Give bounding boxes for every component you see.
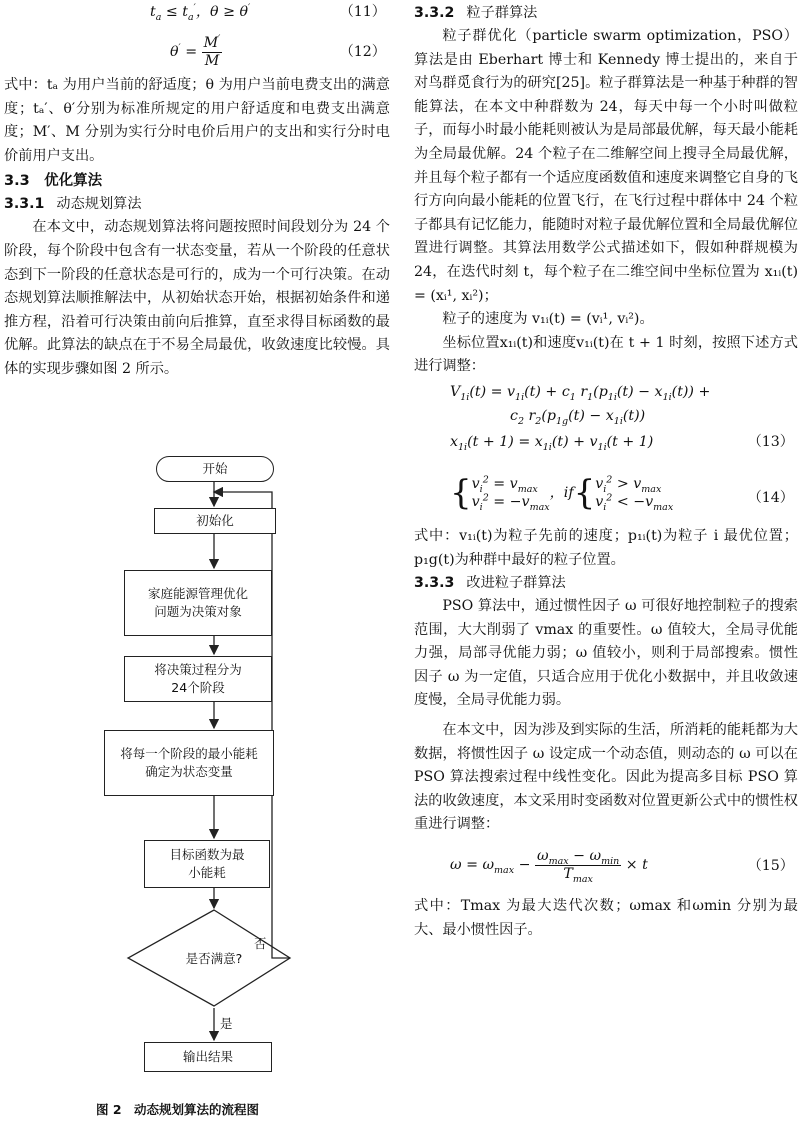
equation-number: （15） [747,858,794,875]
flowchart-no-label: 否 [254,936,267,951]
flowchart-step-text: 目标函数为最小能耗 [169,847,245,880]
equation-11: $t_a \le t_a'$，θ ≥ θ′ （11） [4,0,390,24]
section-heading-3-3-1 [4,193,390,216]
paragraph-improved-pso-2: 在本文中，因为涉及到实际的生活，所消耗的能耗都为大数据，将惯性因子 ω 设定成一个动态值，则动态的 ω 可以在 PSO 算法搜索过程中线性变化。因此为提高多目标 PSO 算法的收敛速度，本文采用时变函数对位置更新公式中的惯性权重进行调整： [414,722,798,833]
flowchart-step-decision-object [124,570,272,636]
flowchart-step-24-stages [124,656,272,702]
flowchart-start: 开始 [156,456,274,482]
flowchart-step-text: 将每一个阶段的最小能耗确定为状态变量 [120,746,258,779]
section-number: 3.3.1 [4,196,45,213]
section-title: 动态规划算法 [56,196,142,213]
section-title: 粒子群算法 [466,5,538,21]
flowchart-step-text: 家庭能源管理优化问题为决策对象 [147,586,248,619]
equation-14: {$v_i^2 = v_{max}$ $v_i^2 = -v_{max}$，$if\{v_i^2 > v_{max}$ $v_i^2 < -v_{max}$ （14） [450,472,794,513]
equation-number: （11） [339,4,386,20]
paragraph-where: 式中：tₐ 为用户当前的舒适度；θ 为用户当前电费支出的满意度；tₐ′、θ′分别为标准所规定的用户舒适度和电费支出满意度；M′、M 分别为实行分时电价后用户的支出和实行分时电价前用户支出。 [4,77,390,164]
section-number: 3.3.2 [414,5,455,21]
section-heading-3-3-2 [414,2,798,25]
equation-13: $V_{1i}(t) = v_{1i}(t) + c_1$ $r_1(p_{1i}(t) - x_{1i}(t))$ + $c_2$ $r_2(p_{1g}(t) - x_{1i}(t))$ $x_{1i}(t + 1) = x_{1i}(t) + v_{1i}(t + 1)$ （13） [450,383,794,453]
paragraph-dynamic-programming: 在本文中，动态规划算法将问题按照时间段划分为 24 个阶段，每个阶段中包含有一状态变量，若从一个阶段的任意状态到下一阶段的任意状态是可行的，成为一个可行决策。在动态规划算法顺推解法中，从初始状态开始，根据初始条件和递推方程，沿着可行决策由前向后推算，直至求得目标函数的最优解。此算法的缺点在于不易全局最优，收敛速度比较慢。具体的实现步骤如图 2 所示。 [4,219,390,377]
equation-number: （14） [747,489,794,506]
flowchart [104,450,374,1090]
section-heading-3-3-3 [414,572,798,595]
flowchart-init: 初始化 [154,508,276,534]
paragraph-improved-pso-1: PSO 算法中，通过惯性因子 ω 可很好地控制粒子的搜索范围，大大削弱了 vmax 的重要性。ω 值较大，全局寻优能力强，局部寻优能力弱；ω 值较小，则利于局部搜索。惯性因子 ω 为一定值，只适合应用于优化小数据中，并且收敛速度慢，全局寻优能力弱。 [414,598,798,709]
flowchart-decision-label: 是否满意? [185,951,243,966]
figure-caption: 图 2 动态规划算法的流程图 [96,1102,260,1117]
flowchart-step-text: 将决策过程分为24个阶段 [154,662,242,695]
flowchart-yes-label: 是 [220,1016,233,1031]
left-column [4,0,390,1117]
flowchart-step-state-variable [104,730,274,796]
equation-15: $\omega = \omega_{max}$ − $\frac{\omega_{max} - \omega_{min}}{T_{max}}$ × t （15） [450,847,794,885]
section-title: 改进粒子群算法 [466,575,566,592]
equation-number: （12） [339,44,386,60]
equation-12: θ′ = $\frac{M'}{M}$ （12） [4,30,390,74]
flowchart-step-objective [144,840,270,888]
paragraph-where-2: 式中：v₁ᵢ(t)为粒子先前的速度；p₁ᵢ(t)为粒子 i 最优位置；p₁g(t)为种群中最好的粒子位置。 [414,527,798,568]
paragraph-adjust: 坐标位置x₁ᵢ(t)和速度v₁ᵢ(t)在 t + 1 时刻，按照下述方式进行调整： [414,334,798,375]
paragraph-velocity: 粒子的速度为 v₁ᵢ(t) = (vᵢ¹, vᵢ²)。 [442,311,654,328]
right-column [414,0,798,942]
section-number: 3.3.3 [414,575,455,592]
flowchart-output: 输出结果 [144,1042,272,1072]
paragraph-where-3: 式中：Tmax 为最大迭代次数；ωmax 和ωmin 分别为最大、最小惯性因子。 [414,898,798,938]
paragraph-pso-intro: 粒子群优化（particle swarm optimization，PSO）算法是由 Eberhart 博士和 Kennedy 博士提出的，来自于对鸟群觅食行为的研究[25]。粒子群算法是一种基于种群的智能算法，在本文中种群数为 24，每天中每一个小时叫做粒子，而每小时最小能耗则被认为是局部最优解，每天最小能耗为全局最优解。24 个粒子在二维解空间上搜寻全局最优解，并且每个粒子都有一个适应度函数值和速度来调整它自身的飞行方向向最小能耗的位置飞行，在飞行过程中群体中 24 个粒子都具有记忆能力，能随时对粒子最优解位置和全局最优解位置进行调整。其算法用数学公式描述如下，假如种群规模为 24，在迭代时刻 t，每个粒子在二维空间中坐标位置为 x₁ᵢ(t) = (xᵢ¹, xᵢ²)； [414,28,798,304]
section-heading-3-3: 3.3 优化算法 [4,173,103,190]
equation-number: （13） [747,433,794,450]
